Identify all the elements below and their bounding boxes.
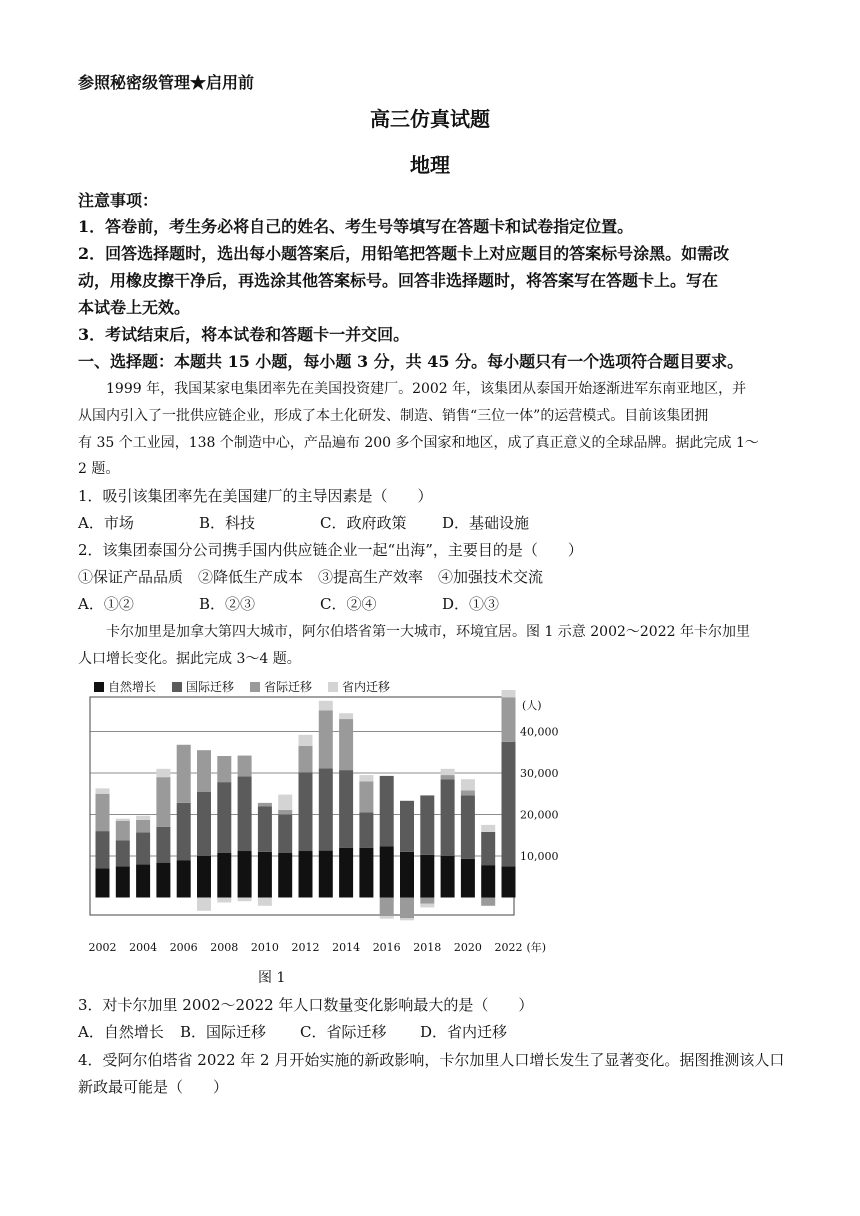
y-tick-label: 30,000	[520, 767, 559, 780]
bar-segment	[481, 832, 495, 865]
bar-segment	[441, 856, 455, 898]
bar-segment	[96, 788, 110, 793]
x-unit-label: (年)	[526, 941, 547, 954]
legend-label: 自然增长	[108, 680, 157, 694]
bar-segment	[461, 795, 475, 858]
bar-segment	[420, 855, 434, 898]
bar-segment	[96, 831, 110, 868]
bar-segment	[197, 898, 211, 911]
legend-label: 省际迁移	[264, 680, 313, 694]
bar-segment	[319, 768, 333, 850]
question-2-items: ①保证产品品质 ②降低生产成本 ③提高生产效率 ④加强技术交流	[78, 568, 544, 586]
section-heading: 一、选择题：本题共 15 小题，每小题 3 分，共 45 分。每小题只有一个选项符合题目要求。	[78, 352, 744, 371]
bar-segment	[441, 775, 455, 779]
bar-segment	[156, 777, 170, 827]
passage-1-line-2: 从国内引入了一批供应链企业，形成了本土化研发、制造、销售“三位一体”的运营模式。目前该集团拥	[78, 408, 709, 424]
bar-segment	[258, 898, 272, 906]
bar-segment	[197, 792, 211, 856]
chart-plot-area	[89, 690, 559, 954]
bar-segment	[502, 866, 516, 897]
bar-segment	[217, 756, 231, 782]
bar-segment	[441, 779, 455, 856]
question-2-option-c: C．②④	[320, 595, 377, 613]
bar-segment	[441, 769, 455, 775]
bar-segment	[319, 710, 333, 768]
x-tick-label: 2012	[291, 941, 320, 954]
bar-segment	[177, 803, 191, 860]
question-1-stem: 1．吸引该集团率先在美国建厂的主导因素是（ ）	[78, 487, 433, 505]
legend-label: 国际迁移	[186, 680, 235, 694]
bar-segment	[420, 898, 434, 904]
bar-segment	[278, 815, 292, 853]
x-tick-label: 2002	[88, 941, 117, 954]
bar-segment	[380, 898, 394, 917]
bar-segment	[238, 898, 252, 902]
bar-segment	[359, 775, 373, 781]
bar-segment	[461, 790, 475, 795]
bar-segment	[319, 851, 333, 898]
x-tick-label: 2016	[372, 941, 401, 954]
notes-heading: 注意事项：	[78, 191, 159, 210]
question-3-stem: 3．对卡尔加里 2002～2022 年人口数量变化影响最大的是（ ）	[78, 996, 534, 1014]
question-4-line-1: 4．受阿尔伯塔省 2022 年 2 月开始实施的新政影响，卡尔加里人口增长发生了显著变化。据图推测该人口	[78, 1051, 785, 1069]
bar-segment	[177, 860, 191, 897]
bar-segment	[502, 742, 516, 867]
bar-segment	[380, 776, 394, 847]
x-tick-label: 2020	[453, 941, 482, 954]
x-tick-label: 2018	[413, 941, 442, 954]
bar-segment	[359, 812, 373, 847]
question-1-option-c: C．政府政策	[320, 514, 407, 532]
x-tick-label: 2008	[210, 941, 239, 954]
bar-segment	[502, 697, 516, 741]
bar-segment	[359, 781, 373, 812]
question-1-option-d: D．基础设施	[442, 514, 530, 532]
bar-segment	[339, 848, 353, 898]
bar-segment	[156, 827, 170, 863]
bar-segment	[461, 779, 475, 790]
bar-segment	[481, 898, 495, 906]
question-3-option-d: D．省内迁移	[420, 1023, 508, 1041]
bar-segment	[461, 859, 475, 898]
note-2-line-1: 2．回答选择题时，选出每小题答案后，用铅笔把答题卡上对应题目的答案标号涂黑。如需改	[78, 244, 730, 263]
secrecy-label: 参照秘密级管理★启用前	[78, 73, 255, 92]
bar-segment	[156, 863, 170, 898]
bar-segment	[96, 868, 110, 897]
question-4-line-2: 新政最可能是（ ）	[78, 1078, 229, 1096]
bar-segment	[156, 769, 170, 777]
bar-segment	[502, 690, 516, 697]
legend-swatch	[250, 682, 260, 692]
passage-1-line-4: 2 题。	[78, 461, 120, 477]
question-1-option-b: B．科技	[199, 514, 256, 532]
passage-1-line-1: 1999 年，我国某家电集团率先在美国投资建厂。2002 年，该集团从泰国开始逐渐进军东南亚地区，并	[106, 381, 747, 397]
note-1: 1．答卷前，考生务必将自己的姓名、考生号等填写在答题卡和试卷指定位置。	[78, 217, 634, 236]
chart-legend	[94, 679, 390, 694]
question-1-option-a: A．市场	[78, 514, 134, 532]
note-3: 3．考试结束后，将本试卷和答题卡一并交回。	[78, 325, 410, 344]
legend-swatch	[328, 682, 338, 692]
passage-2-line-2: 人口增长变化。据此完成 3～4 题。	[78, 651, 301, 667]
question-2-stem: 2．该集团泰国分公司携手国内供应链企业一起“出海”，主要目的是（ ）	[78, 541, 583, 559]
bar-segment	[278, 853, 292, 898]
bar-segment	[96, 794, 110, 831]
bar-segment	[420, 795, 434, 854]
bar-segment	[299, 735, 313, 746]
bar-segment	[238, 756, 252, 777]
bar-segment	[116, 840, 130, 866]
x-tick-label: 2010	[250, 941, 279, 954]
bar-segment	[258, 852, 272, 898]
population-growth-chart	[84, 673, 564, 958]
figure-caption: 图 1	[258, 970, 286, 986]
x-tick-label: 2006	[169, 941, 198, 954]
bar-segment	[339, 770, 353, 848]
bar-segment	[217, 782, 231, 853]
bar-segment	[319, 701, 333, 711]
bar-segment	[420, 904, 434, 908]
bar-segment	[116, 866, 130, 897]
bar-segment	[481, 825, 495, 832]
question-3-option-a: A．自然增长	[78, 1023, 164, 1041]
bar-segment	[136, 832, 150, 864]
y-tick-label: 40,000	[520, 725, 559, 739]
passage-1-line-3: 有 35 个工业园，138 个制造中心，产品遍布 200 多个国家和地区，成了真正意义的全球品牌。据此完成 1～	[78, 435, 759, 451]
bar-segment	[116, 821, 130, 841]
bar-segment	[299, 746, 313, 772]
y-tick-label: 10,000	[520, 850, 559, 863]
question-3-option-b: B．国际迁移	[180, 1023, 267, 1041]
question-2-option-a: A．①②	[78, 595, 134, 613]
bar-segment	[400, 852, 414, 898]
x-tick-label: 2014	[332, 941, 361, 954]
question-2-option-b: B．②③	[199, 595, 256, 613]
bar-segment	[116, 819, 130, 821]
x-tick-label: 2022	[494, 941, 523, 954]
bar-segment	[400, 918, 414, 920]
note-2-line-2: 动，用橡皮擦干净后，再选涂其他答案标号。回答非选择题时，将答案写在答题卡上。写在	[78, 271, 719, 290]
question-2-option-d: D．①③	[442, 595, 500, 613]
bar-segment	[136, 816, 150, 820]
legend-label: 省内迁移	[342, 680, 391, 694]
bar-segment	[278, 795, 292, 810]
bar-segment	[481, 865, 495, 897]
bar-segment	[299, 851, 313, 897]
bar-segment	[278, 810, 292, 815]
bar-segment	[217, 853, 231, 898]
bar-segment	[380, 846, 394, 897]
x-tick-label: 2004	[129, 941, 158, 954]
bar-segment	[136, 864, 150, 897]
subject-title: 地理	[410, 153, 450, 177]
bar-segment	[217, 898, 231, 903]
bar-segment	[400, 898, 414, 919]
bar-segment	[258, 803, 272, 806]
y-unit-label: (人)	[522, 699, 542, 712]
bar-segment	[359, 848, 373, 898]
bar-segment	[197, 856, 211, 898]
y-tick-label: 20,000	[520, 808, 559, 822]
legend-swatch	[94, 682, 104, 692]
bar-segment	[339, 719, 353, 770]
bar-segment	[197, 750, 211, 792]
bar-segment	[238, 776, 252, 851]
passage-2-line-1: 卡尔加里是加拿大第四大城市，阿尔伯塔省第一大城市，环境宜居。图 1 示意 2002～2022 年卡尔加里	[106, 624, 750, 640]
bar-segment	[238, 851, 252, 897]
note-2-line-3: 本试卷上无效。	[78, 298, 191, 317]
bar-segment	[177, 745, 191, 803]
bar-segment	[339, 713, 353, 719]
question-3-option-c: C．省际迁移	[300, 1023, 387, 1041]
bar-segment	[299, 772, 313, 851]
legend-swatch	[172, 682, 182, 692]
bar-segment	[380, 916, 394, 918]
page-title: 高三仿真试题	[370, 107, 490, 131]
bar-segment	[136, 820, 150, 832]
bar-segment	[258, 806, 272, 852]
bar-segment	[400, 801, 414, 852]
